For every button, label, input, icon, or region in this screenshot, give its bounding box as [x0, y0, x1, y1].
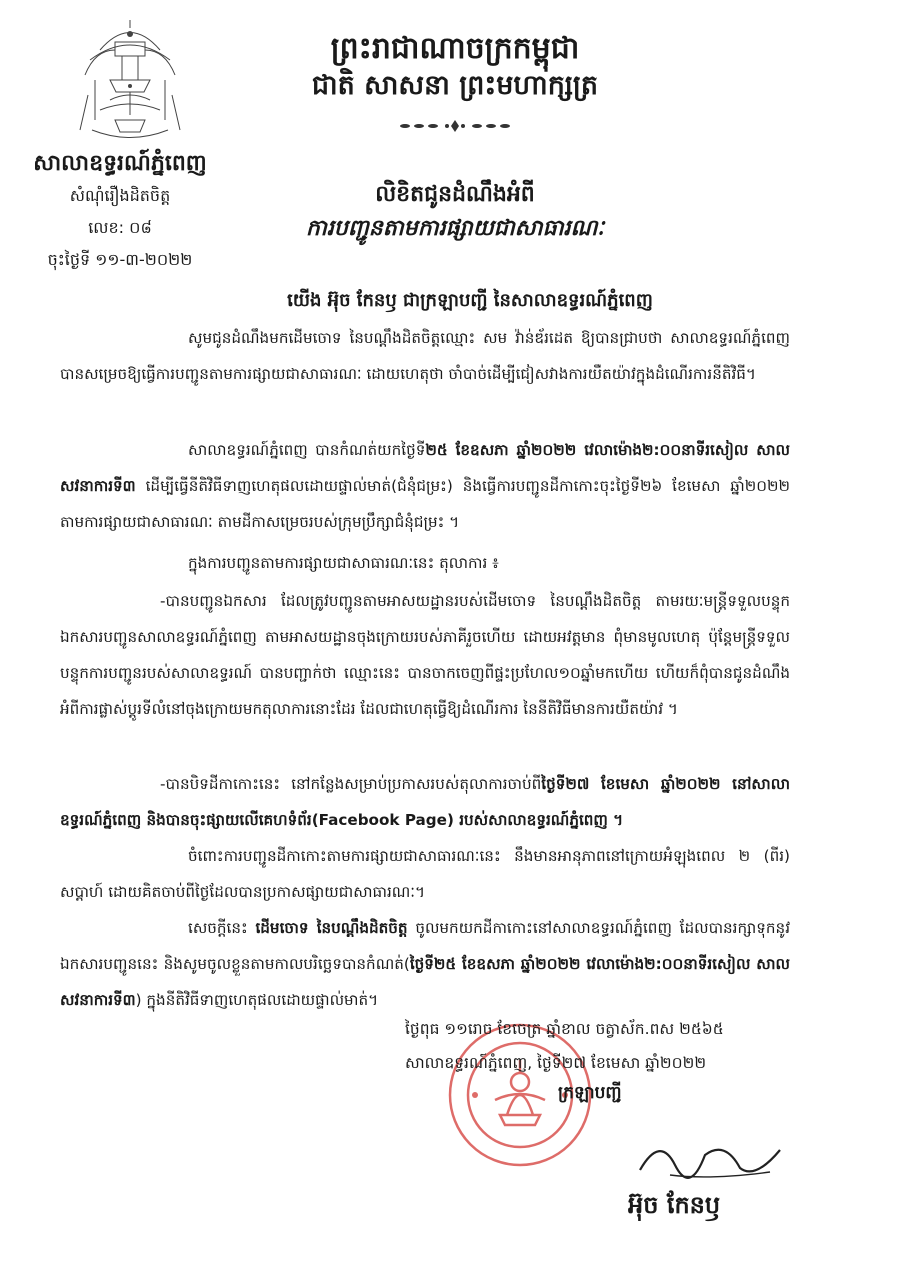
paragraph-2-rest: ដើម្បីធ្វើនីតិវិធីទាញហេតុផលដោយផ្ទាល់មាត់(ជំនុំជម្រះ) និងធ្វើការបញ្ជូនដីកាកោះចុះថ្ងៃទី២៦ ខែមេសា ឆ្នាំ២០២២ តាមការផ្សាយជាសាធារណៈ តាមដីកាសម្រេចរបស់ក្រុមប្រឹក្សាជំនុំជម្រះ ។: [60, 477, 790, 531]
paragraph-7: [60, 910, 790, 1018]
paragraph-2: [60, 432, 790, 540]
signatory-role: ក្រឡាបញ្ជី: [558, 1083, 622, 1103]
court-header: [0, 148, 240, 276]
lunar-date: ថ្ងៃពុធ ១១រោច ខែចេត្រ ឆ្នាំខាល ចត្វាស័ក.ពស ២៥៦៥: [405, 1020, 724, 1038]
hearing-date: ២៥ ខែឧសភា ឆ្នាំ២០២២ វេលាម៉ោង២:០០នាទីរសៀល សាលសវនាការទី៣: [60, 441, 791, 495]
paragraph-7-end: ) ក្នុងនីតិវិធីទាញហេតុផលដោយផ្ទាល់មាត់។: [135, 991, 379, 1009]
paragraph-1: សូមជូនដំណឹងមកដើមចោទ នៃបណ្តឹងដិតចិត្តឈ្មោះ សម វ៉ាន់ឌ័រដេត ឱ្យបានជ្រាបថា សាលាឧទ្ធរណ៍ភ្នំពេញ បានសម្រេចឱ្យធ្វើការបញ្ជូនតាមការផ្សាយជាសាធារណៈ ដោយហេតុថា ចាំបាច់ដើម្បីជៀសវាងការយឺតយ៉ាវក្នុងដំណើរការនីតិវិធី។: [60, 329, 790, 383]
national-motto: ជាតិ សាសនា ព្រះមហាក្សត្រ: [311, 70, 599, 101]
paragraph-5: [60, 766, 790, 838]
court-name: សាលាឧទ្ធរណ៍ភ្នំពេញ: [33, 151, 207, 176]
signature-icon: [630, 1130, 790, 1185]
paragraph-6: ចំពោះការបញ្ជូនដីកាកោះតាមការផ្សាយជាសាធារណៈនេះ នឹងមានអានុភាពនៅក្រោយអំឡុងពេល ២ (ពីរ) សប្តាហ៍ ដោយគិតចាប់ពីថ្ងៃដែលបានប្រកាសផ្សាយជាសាធារណៈ។: [60, 847, 790, 901]
title-line-2: ការបញ្ជូនតាមការផ្សាយជាសាធារណៈ: [305, 216, 605, 241]
kingdom-title: ព្រះរាជាណាចក្រកម្ពុជា: [330, 31, 580, 66]
case-file-label: សំណុំរឿងដិតចិត្ត: [69, 186, 171, 205]
document-number: លេខ: ០៨: [88, 218, 152, 237]
paragraph-2-text: សាលាឧទ្ធរណ៍ភ្នំពេញ បានកំណត់យកថ្ងៃទី: [188, 441, 426, 459]
paragraph-5-text: -បានបិទដីកាកោះនេះ នៅកន្លែងសម្រាប់ប្រកាសរបស់តុលាការចាប់ពី: [160, 775, 542, 793]
document-title: [270, 178, 640, 246]
plaintiff-label: ដើមចោទ នៃបណ្តឹងដិតចិត្ត: [255, 919, 408, 937]
paragraph-7-text: សេចក្តីនេះ: [188, 919, 256, 937]
appearance-date: ថ្ងៃទី២៥ ខែឧសភា ឆ្នាំ២០២២ វេលាម៉ោង២:០០នាទីរសៀល សាលសវនាការទី៣: [60, 955, 790, 1009]
place-date: សាលាឧទ្ធរណ៍ភ្នំពេញ, ថ្ងៃទី២៧ ខែមេសា ឆ្នាំ២០២២: [405, 1054, 707, 1072]
ornament-divider-icon: [385, 118, 525, 134]
posting-date: ថ្ងៃទី២៧ ខែមេសា ឆ្នាំ២០២២ នៅសាលាឧទ្ធរណ៍ភ្នំពេញ និងបានចុះផ្សាយលើគេហទំព័រ(Facebook Page) របស់សាលាឧទ្ធរណ៍ភ្នំពេញ ។: [60, 775, 790, 829]
document-date: ចុះថ្ងៃទី ១១-៣-២០២២: [47, 250, 193, 269]
signatory-name: អ៊ុច កែនឫ: [628, 1191, 721, 1219]
kingdom-header: [290, 30, 620, 104]
paragraph-7-mid: ចូលមកយកដីកាកោះនៅសាលាឧទ្ធរណ៍ភ្នំពេញ ដែលបានរក្សាទុកនូវឯកសារបញ្ជូននេះ និងសូមចូលខ្លួនតាមកាលបរិច្ឆេទបានកំណត់(: [60, 919, 791, 973]
title-line-1: លិខិតជូនដំណឹងអំពី: [375, 182, 535, 207]
issuer-line: យើង អ៊ុច កែនឫ ជាក្រឡាបញ្ជី នៃសាលាឧទ្ធរណ៍ភ្នំពេញ: [287, 290, 653, 311]
national-emblem-icon: [70, 20, 190, 145]
paragraph-4: -បានបញ្ជូនឯកសារ ដែលត្រូវបញ្ជូនតាមអាសយដ្ឋានរបស់ដើមចោទ នៃបណ្តឹងដិតចិត្ត តាមរយៈមន្ត្រីទទួលបន្ទុកឯកសារបញ្ជូនសាលាឧទ្ធរណ៍ភ្នំពេញ តាមអាសយដ្ឋានចុងក្រោយរបស់ភាគីរួចហើយ ដោយអវត្តមាន ពុំមានមូលហេតុ ប៉ុន្តែមន្ត្រីទទួលបន្ទុកការបញ្ជូនរបស់សាលាឧទ្ធរណ៍ បានបញ្ជាក់ថា ឈ្មោះនេះ បានចាកចេញពីផ្ទះប្រហែល១០ឆ្នាំមកហើយ ហើយក៏ពុំបានជូនដំណឹងអំពីការផ្លាស់ប្តូរទីលំនៅចុងក្រោយមកតុលាការនោះដែរ ដែលជាហេតុធ្វើឱ្យដំណើរការ នៃនីតិវិធីមានការយឺតយ៉ាវ ។: [60, 592, 790, 718]
paragraph-3: ក្នុងការបញ្ជូនតាមការផ្សាយជាសាធារណៈនេះ តុលាការ ៖: [188, 554, 499, 572]
